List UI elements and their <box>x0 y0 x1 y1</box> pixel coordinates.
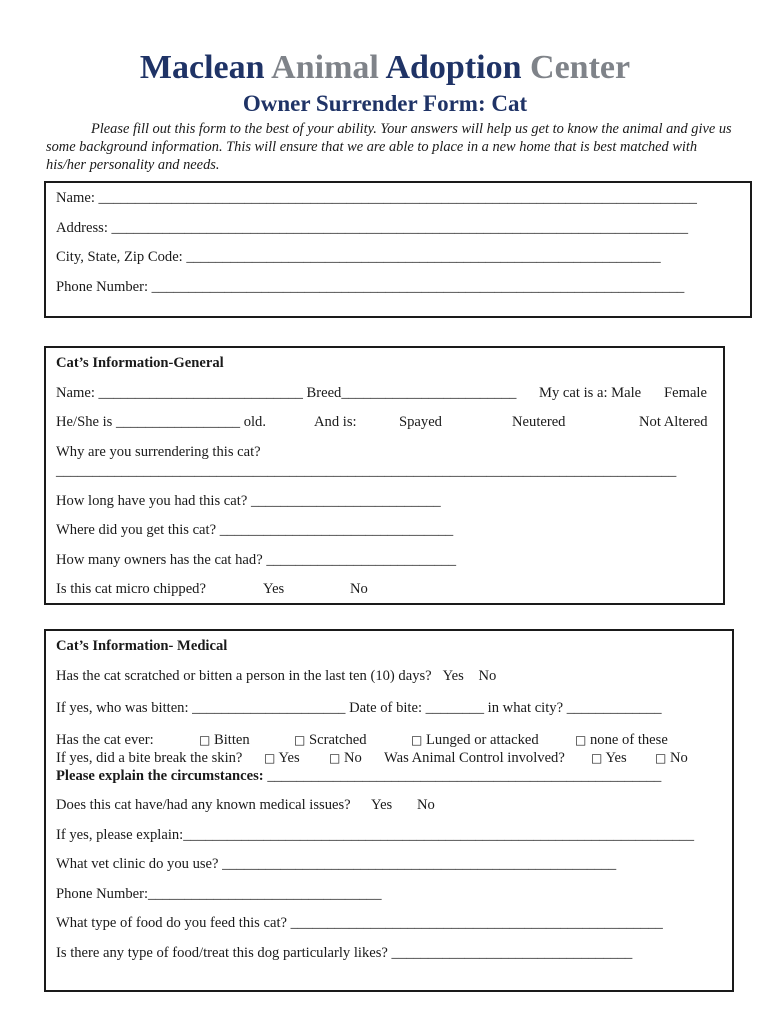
cat-name-breed-field[interactable]: Name: ____________________________ Breed________________________ <box>56 385 517 401</box>
food-type-field[interactable]: What type of food do you feed this cat? ___________________________________________________ <box>56 915 663 931</box>
bite-break-yes-option[interactable] <box>264 749 300 767</box>
scratched-yes-option[interactable]: Yes <box>442 668 464 684</box>
cat-age-field[interactable]: He/She is _________________ old. <box>56 414 266 430</box>
has-cat-ever-label: Has the cat ever: <box>56 732 154 748</box>
vet-clinic-field[interactable]: What vet clinic do you use? ______________________________________________________ <box>56 856 617 872</box>
medical-explain-field[interactable]: If yes, please explain:______________________________________________________________________ <box>56 827 695 843</box>
how-long-field[interactable]: How long have you had this cat? __________________________ <box>56 493 441 509</box>
none-option[interactable] <box>575 731 668 749</box>
none-label: none of these <box>590 732 668 748</box>
scratched-option[interactable] <box>294 731 367 749</box>
checkbox-icon[interactable]: □ <box>591 751 603 765</box>
intro-text: Please fill out this form to the best of your ability. Your answers will help us get to know the animal and give us some background information. This will ensure that we are able to place in a new home that is best matched with his/her personality and needs. <box>46 121 732 173</box>
checkbox-icon[interactable]: □ <box>264 751 276 765</box>
title-word-center: Center <box>530 49 631 86</box>
checkbox-icon[interactable]: □ <box>329 751 341 765</box>
sex-female-option[interactable]: Female <box>664 385 707 401</box>
medical-issues-yes-option[interactable]: Yes <box>371 797 393 813</box>
explain-circumstances-label: Please explain the circumstances: <box>56 768 264 784</box>
general-heading: Cat’s Information-General <box>56 355 224 371</box>
bite-break-no-option[interactable] <box>329 749 362 767</box>
bite-break-skin-question: If yes, did a bite break the skin? <box>56 750 243 766</box>
scratched-bitten-question <box>56 667 496 685</box>
animal-control-question: Was Animal Control involved? <box>384 750 565 766</box>
owner-info-section <box>44 181 752 318</box>
owner-city-state-zip-field[interactable]: City, State, Zip Code: _________________________________________________________________ <box>56 249 661 265</box>
and-is-label: And is: <box>314 414 357 430</box>
medical-issues-question: Does this cat have/had any known medical issues? <box>56 797 351 813</box>
title-word-adoption: Adoption <box>385 49 522 86</box>
scratched-question-text: Has the cat scratched or bitten a person in the last ten (10) days? <box>56 668 432 684</box>
explain-circumstances-field[interactable] <box>56 767 661 785</box>
owner-address-field[interactable]: Address: _______________________________________________________________________________ <box>56 220 688 236</box>
medical-issues-no-option[interactable]: No <box>417 797 435 813</box>
form-subtitle: Owner Surrender Form: Cat <box>242 91 528 116</box>
favorite-treat-field[interactable]: Is there any type of food/treat this dog particularly likes? _________________________________ <box>56 945 633 961</box>
owners-count-field[interactable]: How many owners has the cat had? __________________________ <box>56 552 457 568</box>
owner-phone-field[interactable]: Phone Number: _________________________________________________________________________ <box>56 279 685 295</box>
animal-control-yes-label: Yes <box>605 750 627 766</box>
animal-control-no-label: No <box>670 750 688 766</box>
checkbox-icon[interactable]: □ <box>294 733 306 747</box>
checkbox-icon[interactable]: □ <box>199 733 211 747</box>
not-altered-option[interactable]: Not Altered <box>639 414 708 430</box>
checkbox-icon[interactable]: □ <box>575 733 587 747</box>
microchip-question: Is this cat micro chipped? <box>56 581 206 597</box>
cat-medical-section <box>44 629 734 992</box>
bitten-option[interactable] <box>199 731 250 749</box>
bite-break-no-label: No <box>344 750 362 766</box>
animal-control-yes-option[interactable] <box>591 749 627 767</box>
explain-circumstances-line[interactable]: ______________________________________________________ <box>267 768 662 784</box>
title-word-animal: Animal <box>271 49 379 86</box>
owner-name-field[interactable]: Name: __________________________________________________________________________________ <box>56 190 697 206</box>
bite-details-field[interactable]: If yes, who was bitten: _____________________ Date of bite: ________ in what city? _____________ <box>56 700 662 716</box>
bitten-label: Bitten <box>214 732 250 748</box>
form-title <box>0 48 770 88</box>
medical-heading: Cat’s Information- Medical <box>56 638 228 654</box>
intro-paragraph <box>46 120 736 174</box>
lunged-label: Lunged or attacked <box>426 732 539 748</box>
vet-phone-field[interactable]: Phone Number:________________________________ <box>56 886 382 902</box>
bite-break-yes-label: Yes <box>278 750 300 766</box>
surrender-reason-line[interactable]: _____________________________________________________________________________________ <box>56 463 677 479</box>
checkbox-icon[interactable]: □ <box>411 733 423 747</box>
microchip-yes-option[interactable]: Yes <box>263 581 285 597</box>
animal-control-no-option[interactable] <box>655 749 688 767</box>
title-word-maclean: Maclean <box>139 49 265 86</box>
cat-general-section <box>44 346 725 605</box>
neutered-option[interactable]: Neutered <box>512 414 566 430</box>
microchip-no-option[interactable]: No <box>350 581 368 597</box>
surrender-reason-question: Why are you surrendering this cat? <box>56 444 261 460</box>
spayed-option[interactable]: Spayed <box>399 414 442 430</box>
where-acquired-field[interactable]: Where did you get this cat? ________________________________ <box>56 522 454 538</box>
checkbox-icon[interactable]: □ <box>655 751 667 765</box>
scratched-label: Scratched <box>309 732 367 748</box>
sex-label[interactable]: My cat is a: Male <box>539 385 642 401</box>
scratched-no-option[interactable]: No <box>478 668 497 684</box>
lunged-option[interactable] <box>411 731 539 749</box>
